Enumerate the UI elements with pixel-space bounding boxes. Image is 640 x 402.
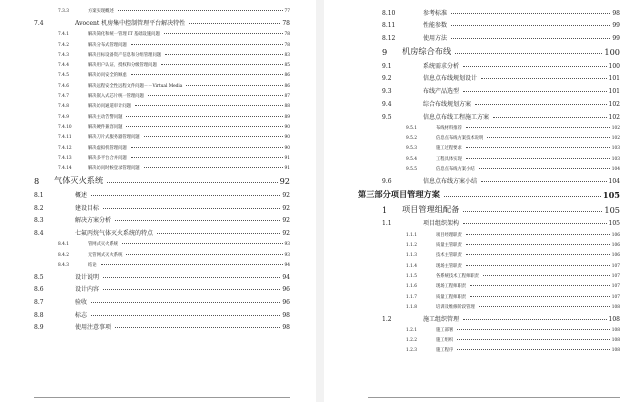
dot-leader — [135, 105, 283, 106]
dot-leader — [479, 306, 610, 307]
toc-entry-title: 系统需求分析 — [423, 62, 460, 70]
toc-entry-number: 9.5.2 — [406, 136, 417, 142]
toc-entry-number: 1.1.6 — [406, 284, 417, 290]
toc-entry[interactable] — [0, 27, 316, 37]
toc-entry-page-number: 108 — [611, 327, 620, 333]
toc-entry-page-number: 103 — [611, 146, 620, 152]
toc-entry-title: 第三部分项目管理方案 — [358, 188, 440, 199]
toc-entry-number: 1.1 — [382, 220, 392, 228]
toc-entry[interactable] — [324, 200, 640, 215]
toc-entry-page-number: 92 — [282, 191, 290, 199]
toc-entry-page-number: 93 — [284, 242, 290, 248]
toc-entry-title: 解决硬件兼容问题 — [88, 124, 123, 130]
toc-entry[interactable] — [0, 268, 316, 281]
toc-entry-page-number: 108 — [611, 348, 620, 354]
toc-entry-title: 解决访问安全的顾虑 — [88, 73, 127, 79]
toc-entry[interactable] — [0, 14, 316, 27]
toc-entry[interactable] — [0, 171, 316, 186]
toc-entry-number: 8.6 — [34, 286, 44, 294]
dot-leader — [466, 265, 610, 266]
dot-leader — [466, 147, 610, 148]
toc-entry-page-number: 92 — [282, 229, 290, 237]
toc-entry-title: 各系统技术工程师职责 — [436, 273, 479, 279]
dot-leader — [451, 25, 610, 26]
toc-entry-page-number: 102 — [611, 136, 620, 142]
toc-entry-number: 8.3 — [34, 217, 44, 225]
toc-entry-number: 7.4.8 — [58, 104, 69, 110]
toc-entry-page-number: 107 — [611, 263, 620, 269]
toc-entry-page-number: 78 — [284, 32, 290, 38]
toc-entry-page-number: 104 — [611, 167, 620, 173]
toc-entry-page-number: 108 — [608, 315, 620, 323]
toc-entry-number: 8.4 — [34, 229, 44, 237]
dot-leader — [463, 211, 602, 212]
toc-entry-number: 7.4.5 — [58, 73, 69, 79]
dot-leader — [481, 78, 607, 79]
toc-entry-title: 布线产品选型 — [423, 88, 460, 96]
dot-leader — [131, 74, 283, 75]
dot-leader — [126, 126, 282, 127]
toc-entry-number: 7.4.4 — [58, 63, 69, 69]
dot-leader — [457, 329, 610, 330]
toc-entry[interactable] — [324, 172, 640, 185]
dot-leader — [466, 127, 610, 128]
toc-entry-title: 信息点布线方案技术说明 — [436, 136, 484, 142]
toc-entry-number: 1.1.2 — [406, 243, 417, 249]
dot-leader — [103, 277, 280, 278]
toc-entry[interactable] — [324, 121, 640, 131]
dot-leader — [101, 264, 283, 265]
dot-leader — [463, 319, 607, 320]
toc-entry-title: 项目经理职责 — [436, 232, 462, 238]
toc-entry[interactable] — [0, 258, 316, 268]
toc-entry-number: 9.5 — [382, 113, 392, 121]
toc-entry-number: 1.1.4 — [406, 263, 417, 269]
toc-entry-number: 9.3 — [382, 88, 392, 96]
toc-entry-number: 7.4.7 — [58, 94, 69, 100]
toc-entry-page-number: 98 — [612, 9, 620, 17]
dot-leader — [466, 158, 610, 159]
toc-entry-number: 8.1 — [34, 191, 44, 199]
dot-leader — [144, 136, 283, 137]
toc-entry-number: 1.2.2 — [406, 338, 417, 344]
toc-entry[interactable] — [324, 228, 640, 238]
toc-entry[interactable] — [324, 269, 640, 279]
toc-entry-title: 机房综合布线 — [402, 46, 452, 57]
toc-entry-number: 1.1.3 — [406, 253, 417, 259]
toc-entry-title: 现场主管职责 — [436, 263, 462, 269]
toc-entry-title: 信息点布线方案小结 — [436, 167, 475, 173]
toc-entry-title: 解决用户认证、授权和分级管理问题 — [88, 63, 157, 69]
toc-entry[interactable] — [0, 237, 316, 247]
toc-entry-title: 布线材料推荐 — [436, 125, 462, 131]
dot-leader — [122, 243, 282, 244]
toc-entry-number: 9.5.3 — [406, 146, 417, 152]
toc-entry[interactable] — [324, 215, 640, 228]
toc-entry-title: 信息点布线方案小结 — [423, 177, 478, 185]
toc-entry-page-number: 85 — [284, 63, 290, 69]
toc-entry[interactable] — [0, 99, 316, 109]
toc-entry-page-number: 106 — [611, 253, 620, 259]
toc-entry[interactable] — [0, 306, 316, 319]
toc-entry[interactable] — [324, 289, 640, 299]
toc-entry-number: 7.4.9 — [58, 114, 69, 120]
toc-entry[interactable] — [0, 212, 316, 225]
toc-entry-number: 8.11 — [382, 22, 396, 30]
toc-entry-number: 8.2 — [34, 204, 44, 212]
toc-entry-number: 9.5.5 — [406, 167, 417, 173]
toc-entry-page-number: 108 — [611, 338, 620, 344]
toc-entry[interactable] — [324, 162, 640, 172]
dot-leader — [483, 275, 610, 276]
toc-entry-number: 9.1 — [382, 62, 392, 70]
toc-entry-number: 8.8 — [34, 311, 44, 319]
toc-entry-number: 7.4.12 — [58, 145, 72, 151]
toc-entry[interactable] — [324, 279, 640, 289]
toc-entry-title: 结论 — [88, 262, 97, 268]
toc-entry-title: 解决分布式管理问题 — [88, 42, 127, 48]
dot-leader — [487, 137, 610, 138]
toc-entry-number: 7.4.11 — [58, 135, 72, 141]
toc-entry-page-number: 91 — [284, 166, 290, 172]
toc-entry-title: 施工程序 — [436, 348, 454, 354]
toc-entry-title: 解决目标设备资产信息和分组管理问题 — [88, 52, 162, 58]
toc-entry[interactable] — [324, 300, 640, 310]
dot-leader — [463, 223, 607, 224]
toc-entry-page-number: 107 — [611, 294, 620, 300]
toc-entry-page-number: 105 — [608, 220, 620, 228]
toc-entry-number: 9 — [382, 47, 388, 58]
dot-leader — [91, 302, 280, 303]
toc-entry-number: 7.4.6 — [58, 83, 69, 89]
toc-entry-page-number: 83 — [284, 52, 290, 58]
toc-entry-number: 1.2.3 — [406, 348, 417, 354]
toc-entry-title: 工程具体实现 — [436, 156, 462, 162]
toc-entry-page-number: 86 — [284, 73, 290, 79]
toc-entry-title: 设计内容 — [75, 286, 100, 294]
toc-entry-page-number: 92 — [282, 217, 290, 225]
toc-entry[interactable] — [0, 79, 316, 89]
toc-entry-page-number: 92 — [282, 204, 290, 212]
toc-entry-number: 7.4.13 — [58, 155, 72, 161]
toc-entry[interactable] — [0, 109, 316, 119]
dot-leader — [103, 289, 280, 290]
toc-entry[interactable] — [324, 333, 640, 343]
toc-entry[interactable] — [324, 310, 640, 323]
toc-entry-title: 解决主动告警问题 — [88, 114, 123, 120]
toc-entry-page-number: 102 — [608, 113, 620, 121]
dot-leader — [131, 157, 283, 158]
toc-entry-page-number: 105 — [604, 204, 620, 215]
toc-entry[interactable] — [0, 130, 316, 140]
toc-entry-title: 七氟丙烷气体灭火系统的特点 — [75, 229, 154, 237]
toc-entry-number: 7.4.3 — [58, 52, 69, 58]
toc-entry[interactable] — [0, 140, 316, 150]
toc-entry-title: Avocent 机房集中控制管理平台解决特性 — [75, 19, 186, 27]
dot-leader — [451, 13, 610, 14]
toc-entry[interactable] — [324, 95, 640, 108]
toc-entry-page-number: 107 — [611, 273, 620, 279]
toc-entry-title: 解决方案分析 — [75, 217, 112, 225]
dot-leader — [466, 244, 610, 245]
page-bottom-rule — [34, 397, 290, 398]
toc-entry-title: 信息点布线工程施工方案 — [423, 113, 490, 121]
toc-entry-page-number: 107 — [611, 284, 620, 290]
toc-entry-number: 8.4.1 — [58, 242, 69, 248]
toc-entry[interactable] — [0, 224, 316, 237]
dot-leader — [118, 10, 283, 11]
toc-entry-number: 1 — [382, 204, 388, 215]
toc-entry[interactable] — [324, 343, 640, 353]
toc-entry[interactable] — [0, 89, 316, 99]
toc-entry-page-number: 87 — [284, 94, 290, 100]
toc-entry-number: 1.2 — [382, 315, 392, 323]
page-bottom-rule — [368, 397, 620, 398]
toc-entry-page-number: 104 — [608, 177, 620, 185]
toc-entry[interactable] — [0, 161, 316, 171]
toc-entry-number: 9.5.1 — [406, 125, 417, 131]
toc-entry-title: 信息点布线规划设计 — [423, 75, 478, 83]
dot-leader — [466, 254, 610, 255]
toc-entry-number: 7.3.3 — [58, 9, 69, 15]
toc-entry-page-number: 98 — [282, 324, 290, 332]
toc-entry-number: 1.1.7 — [406, 294, 417, 300]
toc-entry-page-number: 94 — [282, 273, 290, 281]
dot-leader — [481, 181, 607, 182]
toc-entry-number: 7.4.14 — [58, 166, 72, 172]
toc-entry-title: 设计说明 — [75, 273, 100, 281]
toc-entry-page-number: 78 — [282, 19, 290, 27]
toc-entry[interactable] — [0, 281, 316, 294]
dot-leader — [451, 38, 610, 39]
toc-entry-title: 概述 — [75, 191, 88, 199]
toc-entry-title: 使用注意事项 — [75, 324, 112, 332]
toc-entry-number: 7.4.1 — [58, 32, 69, 38]
dot-leader — [164, 33, 283, 34]
toc-entry[interactable] — [0, 120, 316, 130]
toc-entry[interactable] — [324, 248, 640, 258]
toc-entry-number: 1.1.1 — [406, 232, 417, 238]
toc-entry-page-number: 101 — [608, 88, 620, 96]
toc-entry-title: 施工组织管理 — [423, 315, 460, 323]
toc-entry-number: 7.4.2 — [58, 42, 69, 48]
toc-entry-number: 1.2.1 — [406, 327, 417, 333]
dot-leader — [91, 195, 280, 196]
toc-entry-number: 1.1.8 — [406, 304, 417, 310]
right-toc-page — [324, 0, 640, 402]
toc-entry-title: 现场工程师职责 — [436, 284, 467, 290]
toc-entry-title: 解决访问时候登录管理问题 — [88, 166, 140, 172]
toc-entry-page-number: 100 — [604, 47, 620, 58]
toc-entry-title: 解决访问通道审计问题 — [88, 104, 131, 110]
toc-entry-title: 标志 — [75, 311, 88, 319]
toc-entry-title: 解决虚拟机管理问题 — [88, 145, 127, 151]
left-toc-page — [0, 0, 316, 402]
toc-entry-page-number: 91 — [284, 155, 290, 161]
dot-leader — [186, 85, 282, 86]
toc-entry-title: 解决刀片式服务器管理问题 — [88, 135, 140, 141]
toc-entry-title: 综合布线规划方案 — [423, 100, 472, 108]
toc-entry-page-number: 103 — [611, 156, 620, 162]
dot-leader — [466, 234, 610, 235]
toc-entry-title: 项目组织架构 — [423, 220, 460, 228]
toc-entry-title: 验收 — [75, 298, 88, 306]
toc-entry[interactable] — [0, 293, 316, 306]
toc-entry[interactable] — [324, 42, 640, 57]
toc-entry-page-number: 88 — [284, 104, 290, 110]
toc-entry-page-number: 105 — [602, 189, 620, 200]
toc-entry[interactable] — [0, 319, 316, 332]
toc-entry-title: 解决远程安全性远程文件问题－－Virtual Media — [88, 83, 183, 89]
toc-entry-number: 7.4.10 — [58, 124, 72, 130]
toc-entry-title: 气体灭火系统 — [54, 175, 104, 186]
dot-leader — [115, 220, 280, 221]
toc-entry-page-number: 86 — [284, 83, 290, 89]
dot-leader — [455, 53, 602, 54]
toc-entry-page-number: 78 — [284, 42, 290, 48]
toc-entry[interactable] — [0, 58, 316, 68]
toc-entry[interactable] — [0, 199, 316, 212]
dot-leader — [444, 196, 601, 197]
toc-entry-number: 9.2 — [382, 75, 392, 83]
dot-leader — [189, 23, 280, 24]
toc-entry-page-number: 93 — [284, 252, 290, 258]
toc-entry[interactable] — [324, 323, 640, 333]
toc-entry-number: 8.4.2 — [58, 252, 69, 258]
dot-leader — [91, 315, 280, 316]
toc-entry[interactable] — [324, 83, 640, 96]
toc-entry-title: 质量工程师职责 — [436, 294, 467, 300]
toc-entry-title: 技术主管职责 — [436, 253, 462, 259]
toc-entry-page-number: 106 — [611, 232, 620, 238]
toc-entry-title: 施工过程要求 — [436, 146, 462, 152]
toc-entry-title: 无管网式灭火系统 — [88, 252, 123, 258]
dot-leader — [463, 91, 607, 92]
dot-leader — [144, 167, 283, 168]
toc-entry[interactable] — [324, 238, 640, 248]
toc-entry[interactable] — [324, 4, 640, 17]
toc-entry[interactable] — [324, 141, 640, 151]
toc-entry[interactable] — [324, 131, 640, 141]
toc-entry-title: 参考标准 — [423, 9, 448, 17]
toc-entry[interactable] — [0, 247, 316, 257]
toc-entry-number: 8.4.3 — [58, 262, 69, 268]
toc-entry-page-number: 77 — [284, 9, 290, 15]
toc-entry-number: 9.6 — [382, 177, 392, 185]
toc-entry[interactable] — [0, 37, 316, 47]
toc-entry[interactable] — [324, 57, 640, 70]
dot-leader — [115, 327, 280, 328]
toc-part-heading[interactable] — [324, 185, 640, 200]
dot-leader — [161, 64, 283, 65]
dot-leader — [126, 254, 282, 255]
toc-entry[interactable] — [324, 70, 640, 83]
toc-entry-number: 8.12 — [382, 35, 396, 43]
toc-entry-page-number: 108 — [611, 304, 620, 310]
toc-entry-number: 1.1.5 — [406, 273, 417, 279]
toc-entry-page-number: 101 — [608, 75, 620, 83]
toc-entry-title: 培训及维修阶段管理 — [436, 304, 475, 310]
toc-entry[interactable] — [324, 29, 640, 42]
toc-entry-page-number: 102 — [608, 100, 620, 108]
toc-entry-number: 8 — [34, 176, 40, 187]
dot-leader — [126, 116, 282, 117]
toc-entry-title: 管网式灭火系统 — [88, 242, 119, 248]
toc-entry[interactable] — [0, 48, 316, 58]
toc-entry-title: 施工部署 — [436, 327, 454, 333]
toc-entry-number: 8.7 — [34, 298, 44, 306]
toc-entry-page-number: 99 — [612, 35, 620, 43]
toc-entry-page-number: 96 — [282, 298, 290, 306]
toc-entry-title: 施工组织 — [436, 338, 454, 344]
dot-leader — [131, 44, 283, 45]
dot-leader — [131, 147, 283, 148]
toc-entry-title: 解决简化和统一管理 IT 基础设施问题 — [88, 32, 160, 38]
toc-entry-title: 建设目标 — [75, 204, 100, 212]
toc-entry-number: 8.10 — [382, 9, 396, 17]
dot-leader — [479, 168, 610, 169]
toc-entry[interactable] — [0, 186, 316, 199]
dot-leader — [470, 296, 610, 297]
toc-entry-page-number: 90 — [284, 145, 290, 151]
toc-entry-page-number: 96 — [282, 286, 290, 294]
toc-entry-number: 7.4 — [34, 19, 44, 27]
toc-entry-number: 9.5.4 — [406, 156, 417, 162]
toc-entry[interactable] — [324, 108, 640, 121]
dot-leader — [103, 208, 280, 209]
dot-leader — [475, 104, 607, 105]
dot-leader — [457, 349, 610, 350]
toc-entry-number: 9.4 — [382, 100, 392, 108]
dot-leader — [165, 54, 282, 55]
dot-leader — [107, 182, 277, 183]
dot-leader — [148, 95, 283, 96]
toc-entry-title: 使用方法 — [423, 35, 448, 43]
toc-entry-page-number: 102 — [611, 125, 620, 131]
toc-entry[interactable] — [0, 4, 316, 14]
toc-entry-title: 性能参数 — [423, 22, 448, 30]
toc-entry-page-number: 100 — [608, 62, 620, 70]
toc-entry-page-number: 90 — [284, 124, 290, 130]
toc-entry-title: 项目管理组配备 — [402, 203, 460, 214]
toc-entry-page-number: 98 — [282, 311, 290, 319]
toc-entry-page-number: 99 — [612, 22, 620, 30]
toc-entry-page-number: 106 — [611, 243, 620, 249]
page-gutter — [316, 0, 324, 402]
dot-leader — [470, 285, 610, 286]
toc-entry-page-number: 89 — [284, 114, 290, 120]
toc-entry-page-number: 90 — [284, 135, 290, 141]
toc-entry-title: 解决多平台合并问题 — [88, 155, 127, 161]
toc-entry[interactable] — [324, 152, 640, 162]
toc-entry-page-number: 94 — [284, 262, 290, 268]
toc-entry-title: 方案实现概述 — [88, 9, 114, 15]
toc-entry-number: 8.9 — [34, 324, 44, 332]
toc-entry[interactable] — [0, 151, 316, 161]
toc-entry-title: 质量主管职责 — [436, 243, 462, 249]
toc-entry-number: 8.5 — [34, 273, 44, 281]
dot-leader — [157, 233, 280, 234]
dot-leader — [463, 66, 607, 67]
toc-entry[interactable] — [324, 17, 640, 30]
toc-entry-page-number: 92 — [279, 176, 290, 187]
dot-leader — [457, 339, 610, 340]
toc-entry[interactable] — [0, 68, 316, 78]
toc-entry-title: 解决嵌入式芯片统一管理问题 — [88, 94, 144, 100]
toc-entry[interactable] — [324, 258, 640, 268]
dot-leader — [493, 117, 607, 118]
